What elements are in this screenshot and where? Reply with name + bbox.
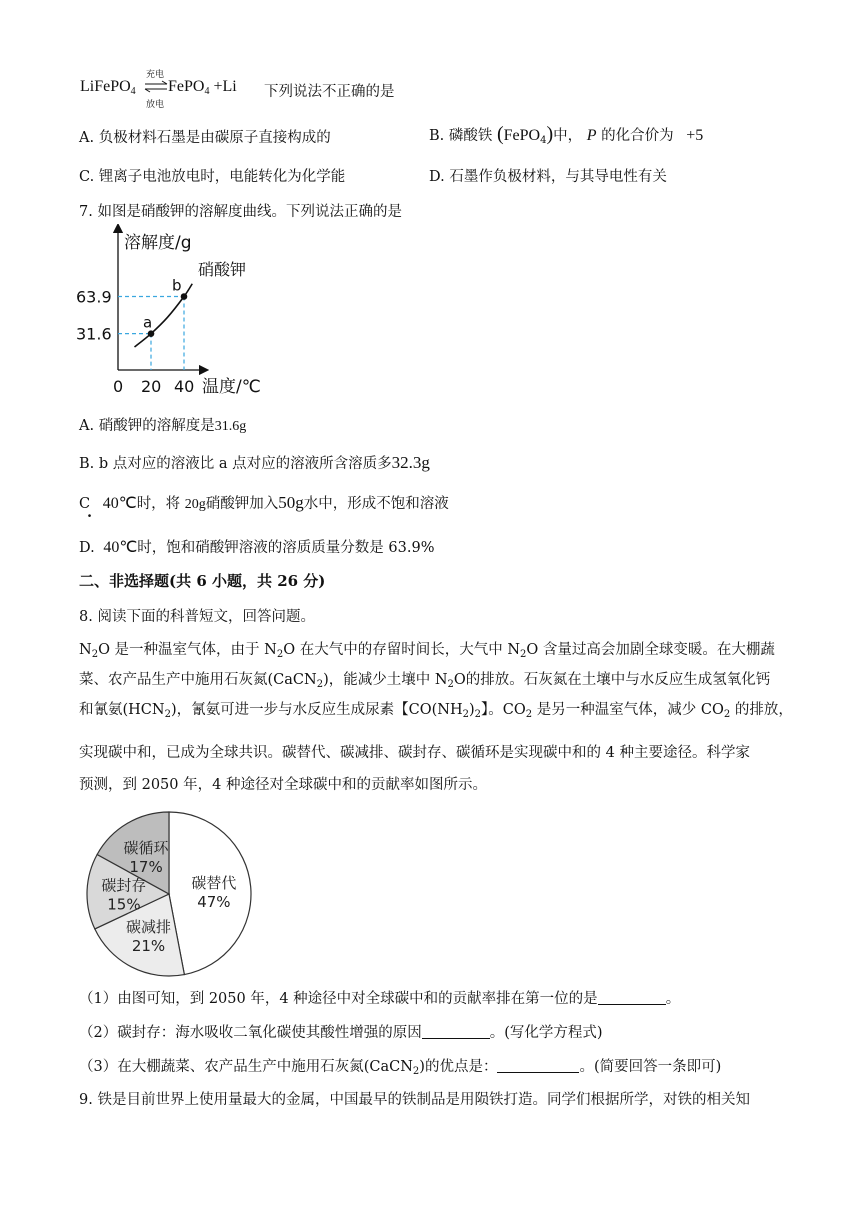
x-tick-label-40: 40 xyxy=(174,377,195,396)
carbon-neutral-pie-chart xyxy=(75,810,265,980)
q6-option-d: D. 石墨作负极材料，与其导电性有关 xyxy=(429,169,667,185)
pie-slice-label-4: 碳循环 xyxy=(123,839,169,858)
equation-rhs xyxy=(168,78,237,97)
q6-option-c: C. 锂离子电池放电时，电能转化为化学能 xyxy=(79,169,346,185)
solubility-chart xyxy=(72,224,292,404)
q7-option-c xyxy=(79,492,449,513)
q7-option-c-label: C xyxy=(79,496,91,512)
answer-blank-2[interactable] xyxy=(422,1024,490,1039)
sub-question-3: （3）在大棚蔬菜、农产品生产中施用石灰氮(CaCN$_2$)的优点是： 。(简要回答一条即可) xyxy=(79,1059,722,1077)
q7-option-a xyxy=(79,414,246,435)
q7-option-d xyxy=(79,536,434,557)
equation-lhs-subscript: 4 xyxy=(130,86,136,97)
sub-question-2: （2）碳封存：海水吸收二氧化碳使其酸性增强的原因 。(写化学方程式) xyxy=(79,1025,603,1041)
fepo4-formula: FePO xyxy=(503,127,541,144)
q7-option-c-text-1: 时，将 xyxy=(136,496,181,512)
point-a-label: a xyxy=(143,313,153,332)
q6-option-b-rest: 的化合价为 xyxy=(596,128,674,144)
q7-option-d-text: 时，饱和硝酸钾溶液的溶质质量分数是 63.9% xyxy=(137,540,435,556)
q6-option-a: A. 负极材料石墨是由碳原子直接构成的 xyxy=(79,130,331,146)
q7-option-c-temp: 40℃ xyxy=(102,495,137,512)
q6-option-b-prefix: B. 磷酸铁 xyxy=(429,128,493,144)
q7-option-c-dot: . xyxy=(87,504,93,521)
q7-option-d-label: D. xyxy=(79,540,95,556)
sub-question-1: （1）由图可知，到 2050 年，4 种途径中对全球碳中和的贡献率排在第一位的是 。 xyxy=(79,991,681,1007)
equation-rhs-li: +Li xyxy=(209,78,237,95)
passage-line-5: 预测，到 2050 年，4 种途径对全球碳中和的贡献率如图所示。 xyxy=(79,777,487,793)
q9-stem: 9. 铁是目前世界上使用量最大的金属，中国最早的铁制品是用陨铁打造。同学们根据所学，对铁的相关知 xyxy=(79,1092,750,1108)
section-heading: 二、非选择题(共 6 小题，共 26 分) xyxy=(79,572,326,590)
point-b-label: b xyxy=(172,276,182,295)
pie-slice-label-3: 碳封存 xyxy=(101,876,147,895)
q7-option-b-value: 32.3g xyxy=(391,453,430,472)
q7-option-c-mass-1: 20g xyxy=(184,497,206,512)
y-tick-label-63-9: 63.9 xyxy=(76,287,112,307)
q7-option-c-text-2: 硝酸钾加入 xyxy=(205,496,279,512)
valence-value: +5 xyxy=(686,127,704,144)
pie-slice-value-3: 15% xyxy=(107,895,141,914)
pie-slice-value-4: 17% xyxy=(129,858,163,877)
y-axis-label: 溶解度/g xyxy=(124,233,192,253)
q7-option-c-text-3: 水中，形成不饱和溶液 xyxy=(303,496,449,512)
q7-option-a-value: 31.6g xyxy=(214,419,247,434)
battery-equation xyxy=(80,78,136,97)
pie-slice-label-1: 碳替代 xyxy=(191,873,237,892)
equation-rhs-fepo4: FePO xyxy=(168,78,205,95)
q7-option-b xyxy=(79,452,430,473)
element-p: P xyxy=(586,127,597,144)
q6-question: 下列说法不正确的是 xyxy=(264,84,395,100)
point-b xyxy=(181,293,188,300)
y-tick-label-31-6: 31.6 xyxy=(76,324,112,344)
x-tick-label-0: 0 xyxy=(113,377,124,396)
q7-option-c-mass-2: 50g xyxy=(278,493,304,512)
passage-line-3: 和氰氨$(HCN_2)$，氰氨可进一步与水反应生成尿素【$CO(NH_2)_2$】。$CO_2$ 是另一种温室气体，减少 $CO_2$ 的排放， xyxy=(79,702,793,720)
q6-option-b-suffix: 中， xyxy=(553,128,583,144)
reversible-arrow-icon xyxy=(144,80,168,94)
arrow-top-label: 充电 xyxy=(146,70,165,80)
x-tick-label-20: 20 xyxy=(141,377,162,396)
fepo4-subscript: 4 xyxy=(540,135,547,146)
q7-option-a-text: A. 硝酸钾的溶解度是 xyxy=(79,418,215,434)
series-label: 硝酸钾 xyxy=(198,260,247,279)
equation-lhs: LiFePO xyxy=(80,78,131,95)
equation-rhs-subscript: 4 xyxy=(204,86,210,97)
q7-stem: 7. 如图是硝酸钾的溶解度曲线。下列说法正确的是 xyxy=(79,204,402,220)
passage-line-2: 菜、农产品生产中施用石灰氮(CaCN$_2$)，能减少土壤中 $N_2O$的排放。石灰氮在土壤中与水反应生成氢氧化钙 xyxy=(79,672,771,690)
q7-option-d-temp: 40℃ xyxy=(103,539,138,556)
pie-slice-label-2: 碳减排 xyxy=(126,918,172,937)
q6-option-b: B. 磷酸铁 (FePO$_4$)中， P 的化合价为 +5 xyxy=(429,123,704,146)
passage-line-4: 实现碳中和，已成为全球共识。碳替代、碳减排、碳封存、碳循环是实现碳中和的 4 种主要途径。科学家 xyxy=(79,745,750,761)
answer-blank-1[interactable] xyxy=(598,990,666,1005)
q7-option-b-text: B. b 点对应的溶液比 a 点对应的溶液所含溶质多 xyxy=(79,456,392,472)
q8-stem: 8. 阅读下面的科普短文，回答问题。 xyxy=(79,609,315,625)
pie-slice-value-2: 21% xyxy=(131,937,166,956)
pie-slice-value-1: 47% xyxy=(197,892,231,911)
arrow-bottom-label: 放电 xyxy=(146,100,165,110)
passage-line-1: $N_2O$ 是一种温室气体，由于 $N_2O$ 在大气中的存留时间长，大气中 $N_2O$ 含量过高会加剧全球变暖。在大棚蔬 xyxy=(79,642,775,660)
answer-blank-3[interactable] xyxy=(497,1058,579,1073)
x-axis-label: 温度/℃ xyxy=(202,377,261,397)
